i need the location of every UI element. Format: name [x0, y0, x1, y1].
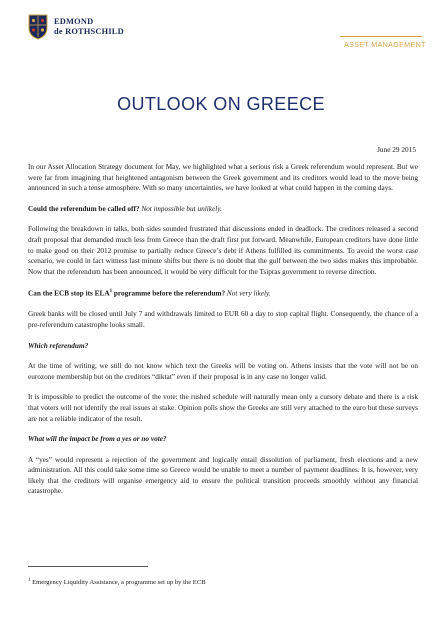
- heading-answer: Not impossible but unlikely.: [141, 204, 222, 213]
- department-label: ASSET MANAGEMENT: [344, 40, 426, 49]
- section-heading: [28, 287, 418, 299]
- document-body: [28, 162, 418, 507]
- department-rule: [340, 36, 422, 37]
- intro-paragraph: In our Asset Allocation Strategy document for May, we highlighted what a serious risk a Greek referendum would represent. But we were far from imagining that heightened antagonism between the Greek government and its creditors would lead to the move being announced in such a tense atmosphere. With so many uncertainties, we have looked at what could happen in the coming days.: [28, 163, 418, 193]
- brand-line-1: EDMOND: [54, 17, 94, 26]
- crest-icon: [28, 14, 48, 40]
- document-date: June 29 2015: [377, 145, 416, 154]
- footnote-marker: 1: [28, 578, 31, 583]
- body-paragraph: At the time of writing, we still do not know which text the Greeks will be voting on. Athens insists that the vote will not be on eurozone membership but on the creditors “diktat” even if their proposal is in any case no longer valid.: [28, 362, 418, 381]
- heading-answer: Not very likely.: [226, 289, 271, 298]
- footnote: [28, 578, 206, 586]
- body-paragraph: Greek banks will be closed until July 7 and withdrawals limited to EUR 60 a day to stop capital flight. Consequently, the chance of a pre-referendum catastrophe looks small.: [28, 310, 418, 329]
- section-heading: [28, 204, 418, 215]
- brand-logo: [28, 14, 124, 40]
- section-heading: [28, 434, 418, 445]
- footnote-text: Emergency Liquidity Assistance, a programme set up by the ECB: [30, 579, 206, 587]
- body-paragraph: A “yes” would represent a rejection of the government and logically entail dissolution of parliament, fresh elections and a new administration. All this could take some time so Greece would be unable to meet a number of payment deadlines. It is, however, very likely that the creditors will organise emergency aid to ensure the political transition proceeds smoothly without any financial catastrophe.: [28, 455, 418, 496]
- brand-name: [54, 17, 124, 37]
- heading-question-post: programme before the referendum?: [112, 289, 226, 298]
- brand-line-2: de ROTHSCHILD: [54, 27, 124, 36]
- footnote-rule: [28, 566, 148, 567]
- body-paragraph: Following the breakdown in talks, both sides sounded frustrated that discussions ended in deadlock. The creditors released a second draft proposal that demanded much less from Greece than the draft first put forward. Meanwhile, European creditors have done little to make good on their 2012 promise to partially reduce Greece’s debt if Athens fulfilled its commitments. To avoid the worst case scenario, we could in fact witness last minute shifts but there is no doubt that the gulf between the two sides makes this improbable. Now that the referendum has been announced, it would be very difficult for the Tsipras government to reverse direction.: [28, 225, 418, 276]
- heading-question: Which referendum?: [28, 341, 89, 350]
- section-heading: [28, 341, 418, 352]
- heading-question: What will the impact be from a yes or no vote?: [28, 435, 167, 444]
- heading-question: Could the referendum be called off?: [28, 204, 140, 213]
- heading-question-pre: Can the ECB stop its ELA: [28, 289, 110, 298]
- body-paragraph: It is impossible to predict the outcome of the vote: the rushed schedule will naturally mean only a cursory debate and there is a risk that voters will not identify the real issues at stake. Opinion polls show the Greeks are still very attached to the euro but these surveys are not a reliable indicator of the result.: [28, 393, 418, 423]
- footnote-ref: 1: [109, 289, 113, 295]
- document-title: OUTLOOK ON GREECE: [117, 94, 325, 114]
